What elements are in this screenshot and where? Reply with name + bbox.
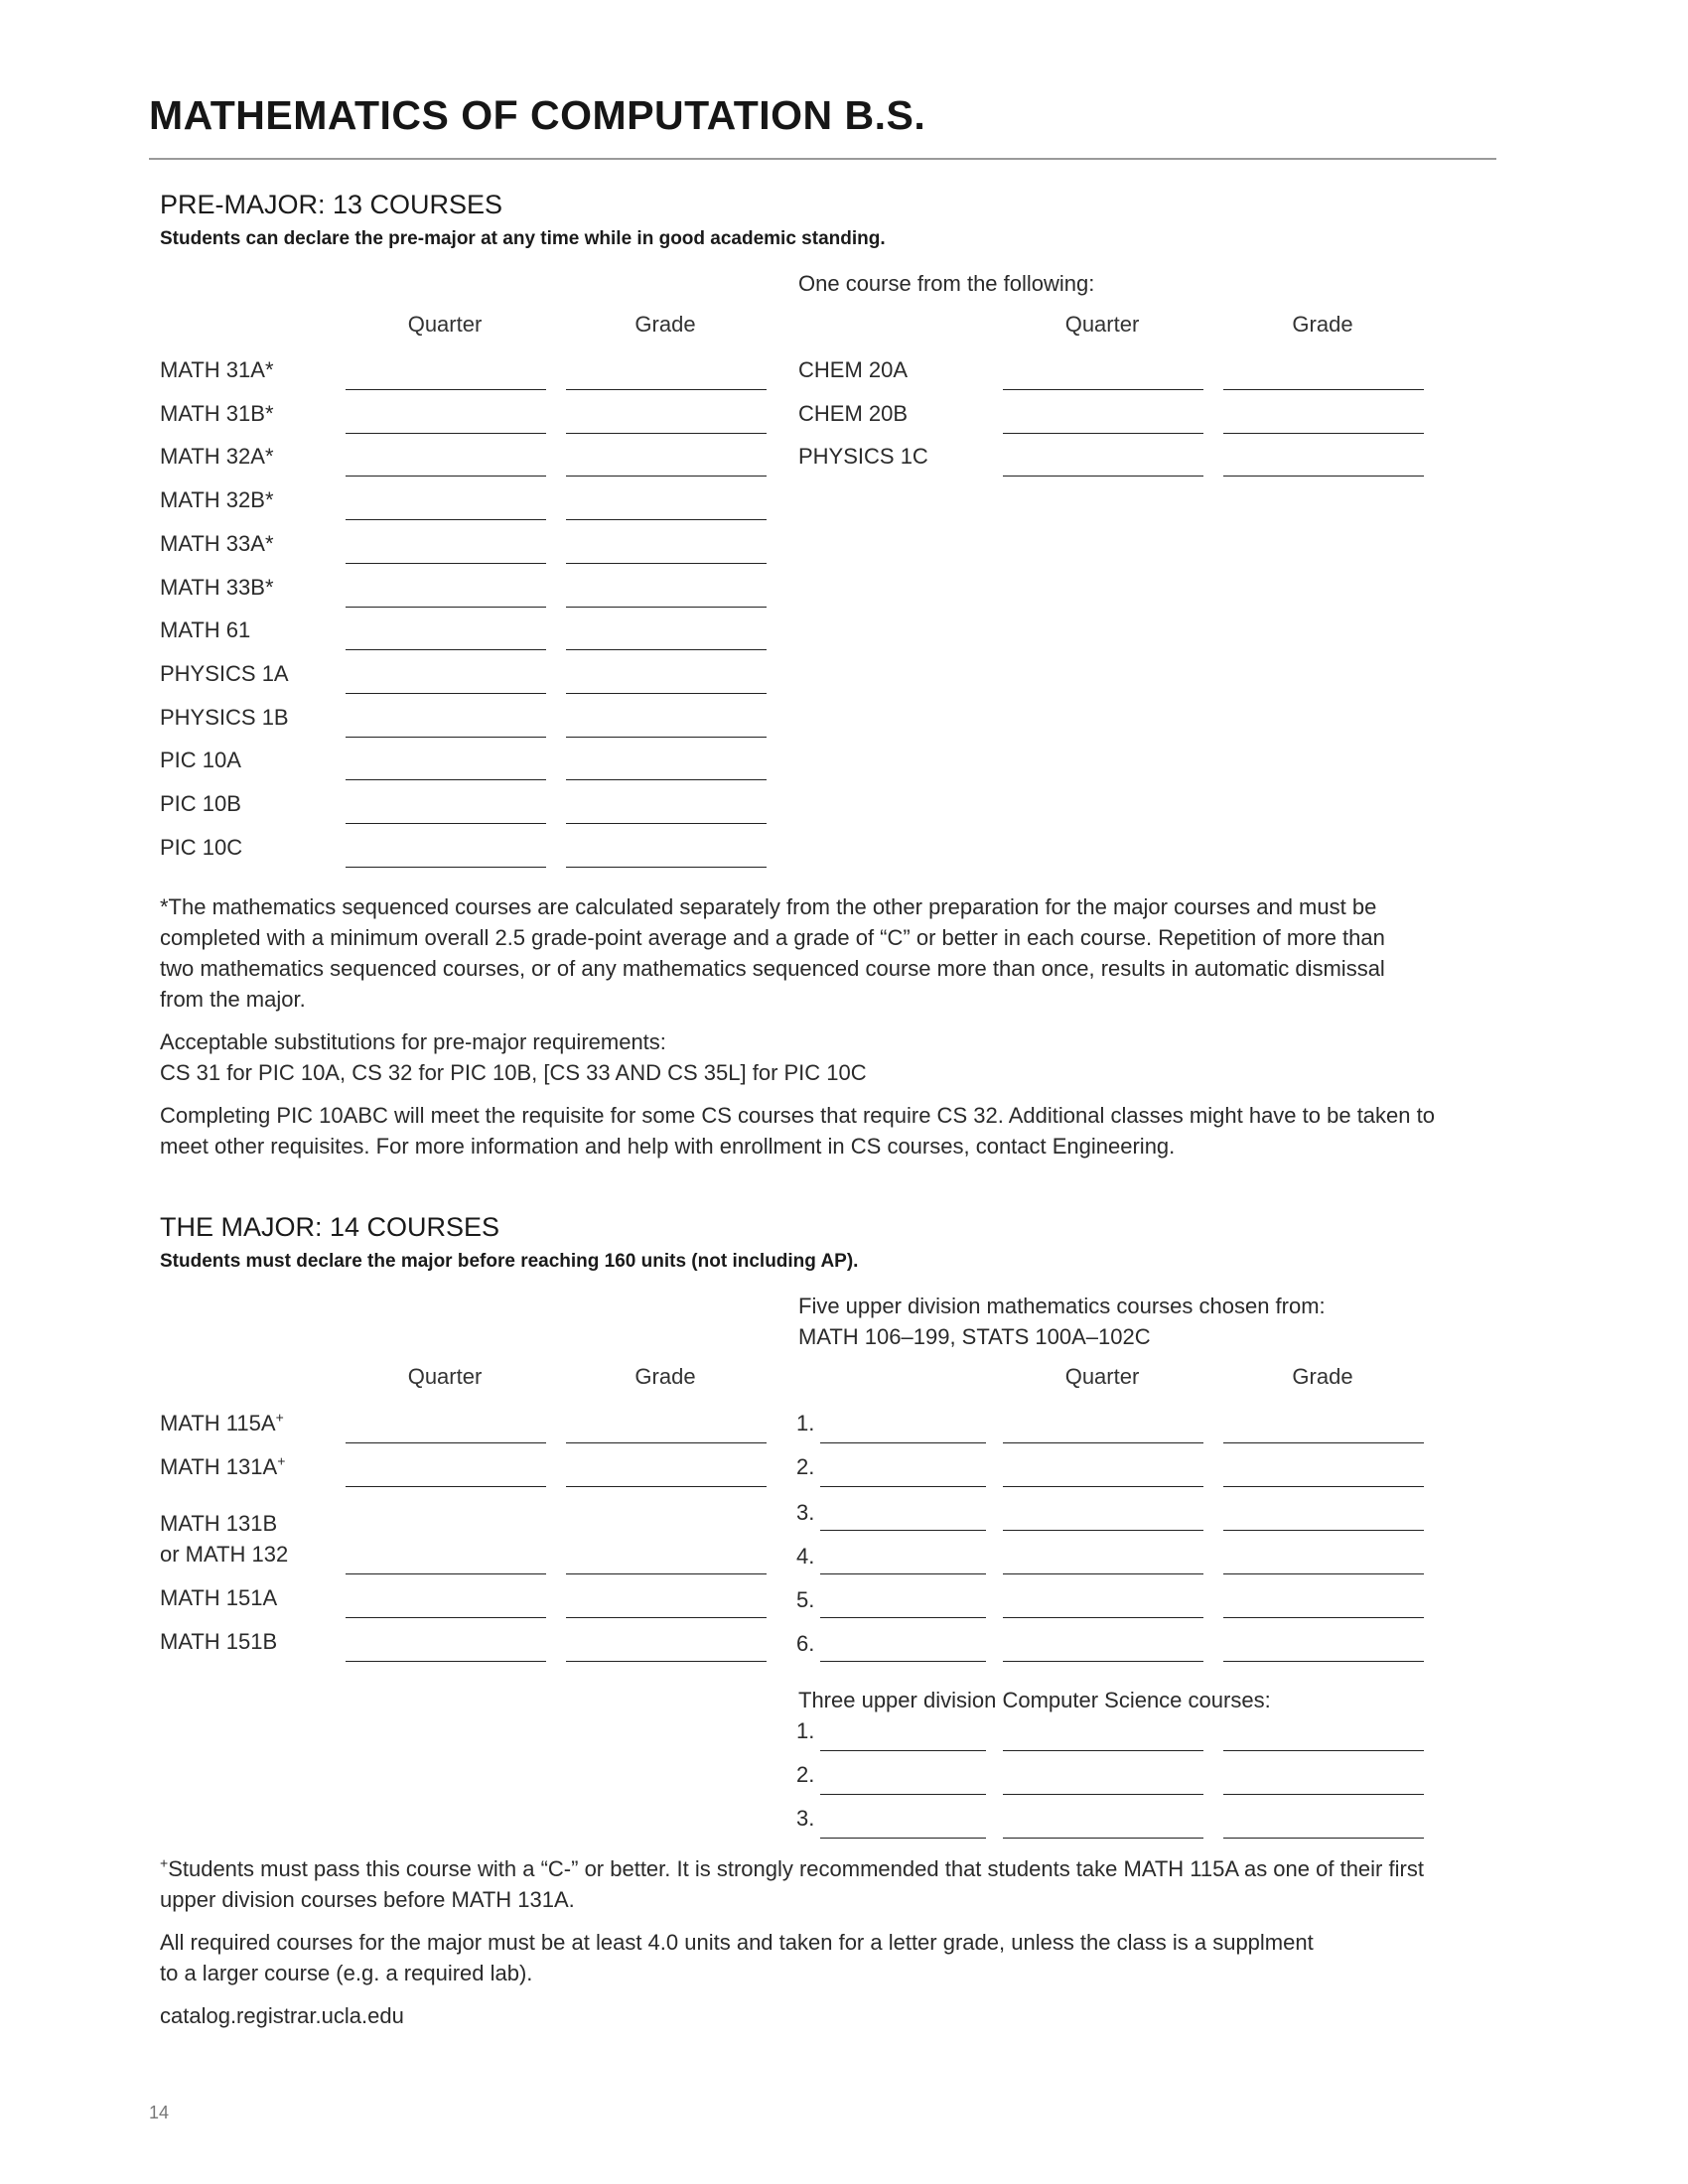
units-note: All required courses for the major must be at least 4.0 units and taken for a letter grade, unless the class is a supplment to a larger course (e.g. a required lab). <box>160 1930 1314 1985</box>
choice-course-label: CHEM 20A <box>798 357 909 382</box>
upper-math-number: 4. <box>796 1544 815 1569</box>
grade-field[interactable] <box>566 519 767 520</box>
course-field[interactable] <box>820 1617 986 1618</box>
grade-field[interactable] <box>1223 1661 1424 1662</box>
major-heading: THE MAJOR: 14 COURSES <box>160 1212 500 1242</box>
grade-field[interactable] <box>566 823 767 824</box>
grade-field[interactable] <box>1223 1486 1424 1487</box>
premajor-grade-header: Grade <box>634 312 696 337</box>
course-field[interactable] <box>820 1530 986 1531</box>
quarter-field[interactable] <box>346 779 546 780</box>
premajor-course-label: MATH 32A* <box>160 444 274 470</box>
premajor-course-label: PIC 10B <box>160 791 241 816</box>
grade-field[interactable] <box>1223 1838 1424 1839</box>
premajor-quarter-header: Quarter <box>407 312 483 337</box>
grade-field[interactable] <box>566 1573 767 1574</box>
premajor-course-label: PHYSICS 1B <box>160 704 289 730</box>
quarter-field[interactable] <box>346 433 546 434</box>
course-field[interactable] <box>820 1794 986 1795</box>
quarter-field[interactable] <box>1003 1838 1203 1839</box>
grade-field[interactable] <box>566 737 767 738</box>
catalog-link[interactable]: catalog.registrar.ucla.edu <box>160 2003 404 2028</box>
plus-note: +Students must pass this course with a “C-” or better. It is strongly recommended that students take MATH 115A as one of their first upper division courses before MATH 131A. <box>160 1854 1424 1912</box>
choice-course-label: PHYSICS 1C <box>798 444 928 470</box>
grade-field[interactable] <box>566 1661 767 1662</box>
quarter-field[interactable] <box>346 476 546 477</box>
premajor-course-label: PHYSICS 1A <box>160 660 289 686</box>
grade-field[interactable] <box>1223 389 1424 390</box>
quarter-field[interactable] <box>346 1573 546 1574</box>
premajor-choice-quarter-header: Quarter <box>1064 312 1140 337</box>
quarter-field[interactable] <box>1003 1750 1203 1751</box>
substitutions-title: Acceptable substitutions for pre-major requirements: <box>160 1029 666 1054</box>
major-course-label: MATH 115A+ <box>160 1409 284 1435</box>
quarter-field[interactable] <box>346 1661 546 1662</box>
premajor-course-label: PIC 10C <box>160 834 243 860</box>
grade-field[interactable] <box>566 693 767 694</box>
quarter-field[interactable] <box>346 519 546 520</box>
upper-math-label-2: MATH 106–199, STATS 100A–102C <box>798 1324 1151 1349</box>
grade-field[interactable] <box>566 1442 767 1443</box>
quarter-field[interactable] <box>346 867 546 868</box>
major-course-label: MATH 151A <box>160 1585 278 1610</box>
major-course-label: MATH 131B <box>160 1511 278 1536</box>
sequenced-note: *The mathematics sequenced courses are calculated separately from the other preparation for the major courses and must be completed with a minimum overall 2.5 grade-point average and a grade of “C” or better in each course. Repetition of more than two mathematics sequenced courses, or of any mathematics sequenced course more than once, results in automatic dismissal from the major. <box>160 894 1385 1012</box>
course-field[interactable] <box>820 1661 986 1662</box>
upper-math-quarter-header: Quarter <box>1064 1364 1140 1389</box>
course-field[interactable] <box>820 1573 986 1574</box>
quarter-field[interactable] <box>346 1442 546 1443</box>
cs-number: 2. <box>796 1762 815 1787</box>
major-notes <box>160 1853 1451 2031</box>
course-field[interactable] <box>820 1442 986 1443</box>
substitutions-body: CS 31 for PIC 10A, CS 32 for PIC 10B, [CS 33 AND CS 35L] for PIC 10C <box>160 1060 867 1085</box>
upper-math-number: 5. <box>796 1587 815 1612</box>
grade-field[interactable] <box>1223 1617 1424 1618</box>
grade-field[interactable] <box>566 779 767 780</box>
upper-math-label-1: Five upper division mathematics courses chosen from: <box>798 1294 1326 1318</box>
grade-field[interactable] <box>566 649 767 650</box>
premajor-course-label: MATH 33A* <box>160 530 274 556</box>
premajor-notes <box>160 891 1451 1161</box>
major-course-label: or MATH 132 <box>160 1542 289 1567</box>
premajor-subheading: Students can declare the pre-major at any time while in good academic standing. <box>160 228 886 249</box>
quarter-field[interactable] <box>1003 389 1203 390</box>
quarter-field[interactable] <box>1003 1661 1203 1662</box>
grade-field[interactable] <box>1223 1442 1424 1443</box>
quarter-field[interactable] <box>1003 1617 1203 1618</box>
quarter-field[interactable] <box>346 737 546 738</box>
grade-field[interactable] <box>566 607 767 608</box>
premajor-course-label: PIC 10A <box>160 748 241 773</box>
grade-field[interactable] <box>566 867 767 868</box>
upper-math-grade-header: Grade <box>1292 1364 1353 1389</box>
quarter-field[interactable] <box>346 1486 546 1487</box>
premajor-course-label: MATH 33B* <box>160 574 274 600</box>
major-course-label: MATH 131A+ <box>160 1452 286 1479</box>
page-title: MATHEMATICS OF COMPUTATION B.S. <box>149 92 926 138</box>
upper-math-number: 6. <box>796 1631 815 1656</box>
grade-field[interactable] <box>566 1486 767 1487</box>
quarter-field[interactable] <box>1003 1486 1203 1487</box>
quarter-field[interactable] <box>1003 1530 1203 1531</box>
course-field[interactable] <box>820 1750 986 1751</box>
premajor-course-label: MATH 32B* <box>160 487 274 513</box>
quarter-field[interactable] <box>346 649 546 650</box>
upper-math-number: 1. <box>796 1411 815 1435</box>
premajor-choice-label: One course from the following: <box>798 271 1095 296</box>
grade-field[interactable] <box>566 433 767 434</box>
grade-field[interactable] <box>1223 1530 1424 1531</box>
grade-field[interactable] <box>1223 1794 1424 1795</box>
quarter-field[interactable] <box>346 607 546 608</box>
quarter-field[interactable] <box>1003 433 1203 434</box>
quarter-field[interactable] <box>346 563 546 564</box>
premajor-course-label: MATH 31B* <box>160 400 274 426</box>
upper-math-number: 2. <box>796 1454 815 1479</box>
quarter-field[interactable] <box>1003 1573 1203 1574</box>
major-subheading: Students must declare the major before reaching 160 units (not including AP). <box>160 1251 859 1272</box>
title-divider <box>149 158 1496 160</box>
cs-number: 1. <box>796 1718 815 1743</box>
grade-field[interactable] <box>1223 1750 1424 1751</box>
quarter-field[interactable] <box>346 1617 546 1618</box>
quarter-field[interactable] <box>346 389 546 390</box>
quarter-field[interactable] <box>346 693 546 694</box>
grade-field[interactable] <box>1223 1573 1424 1574</box>
pic-note: Completing PIC 10ABC will meet the requisite for some CS courses that require CS 32. Additional classes might have to be taken to meet other requisites. For more information and help with enrollment in CS courses, contact Engineering. <box>160 1103 1435 1159</box>
grade-field[interactable] <box>566 563 767 564</box>
grade-field[interactable] <box>1223 476 1424 477</box>
cs-number: 3. <box>796 1806 815 1831</box>
course-field[interactable] <box>820 1486 986 1487</box>
page-number: 14 <box>149 2103 170 2122</box>
cs-label: Three upper division Computer Science courses: <box>798 1688 1271 1712</box>
quarter-field[interactable] <box>346 823 546 824</box>
quarter-field[interactable] <box>1003 1794 1203 1795</box>
premajor-choice-grade-header: Grade <box>1292 312 1353 337</box>
premajor-course-label: MATH 61 <box>160 617 251 643</box>
quarter-field[interactable] <box>1003 476 1203 477</box>
premajor-course-label: MATH 31A* <box>160 357 274 382</box>
grade-field[interactable] <box>1223 433 1424 434</box>
major-course-label: MATH 151B <box>160 1629 278 1654</box>
choice-course-label: CHEM 20B <box>798 400 909 426</box>
grade-field[interactable] <box>566 1617 767 1618</box>
major-quarter-header: Quarter <box>407 1364 483 1389</box>
grade-field[interactable] <box>566 389 767 390</box>
grade-field[interactable] <box>566 476 767 477</box>
premajor-heading: PRE-MAJOR: 13 COURSES <box>160 190 503 219</box>
upper-math-number: 3. <box>796 1500 815 1525</box>
course-field[interactable] <box>820 1838 986 1839</box>
major-grade-header: Grade <box>634 1364 696 1389</box>
quarter-field[interactable] <box>1003 1442 1203 1443</box>
